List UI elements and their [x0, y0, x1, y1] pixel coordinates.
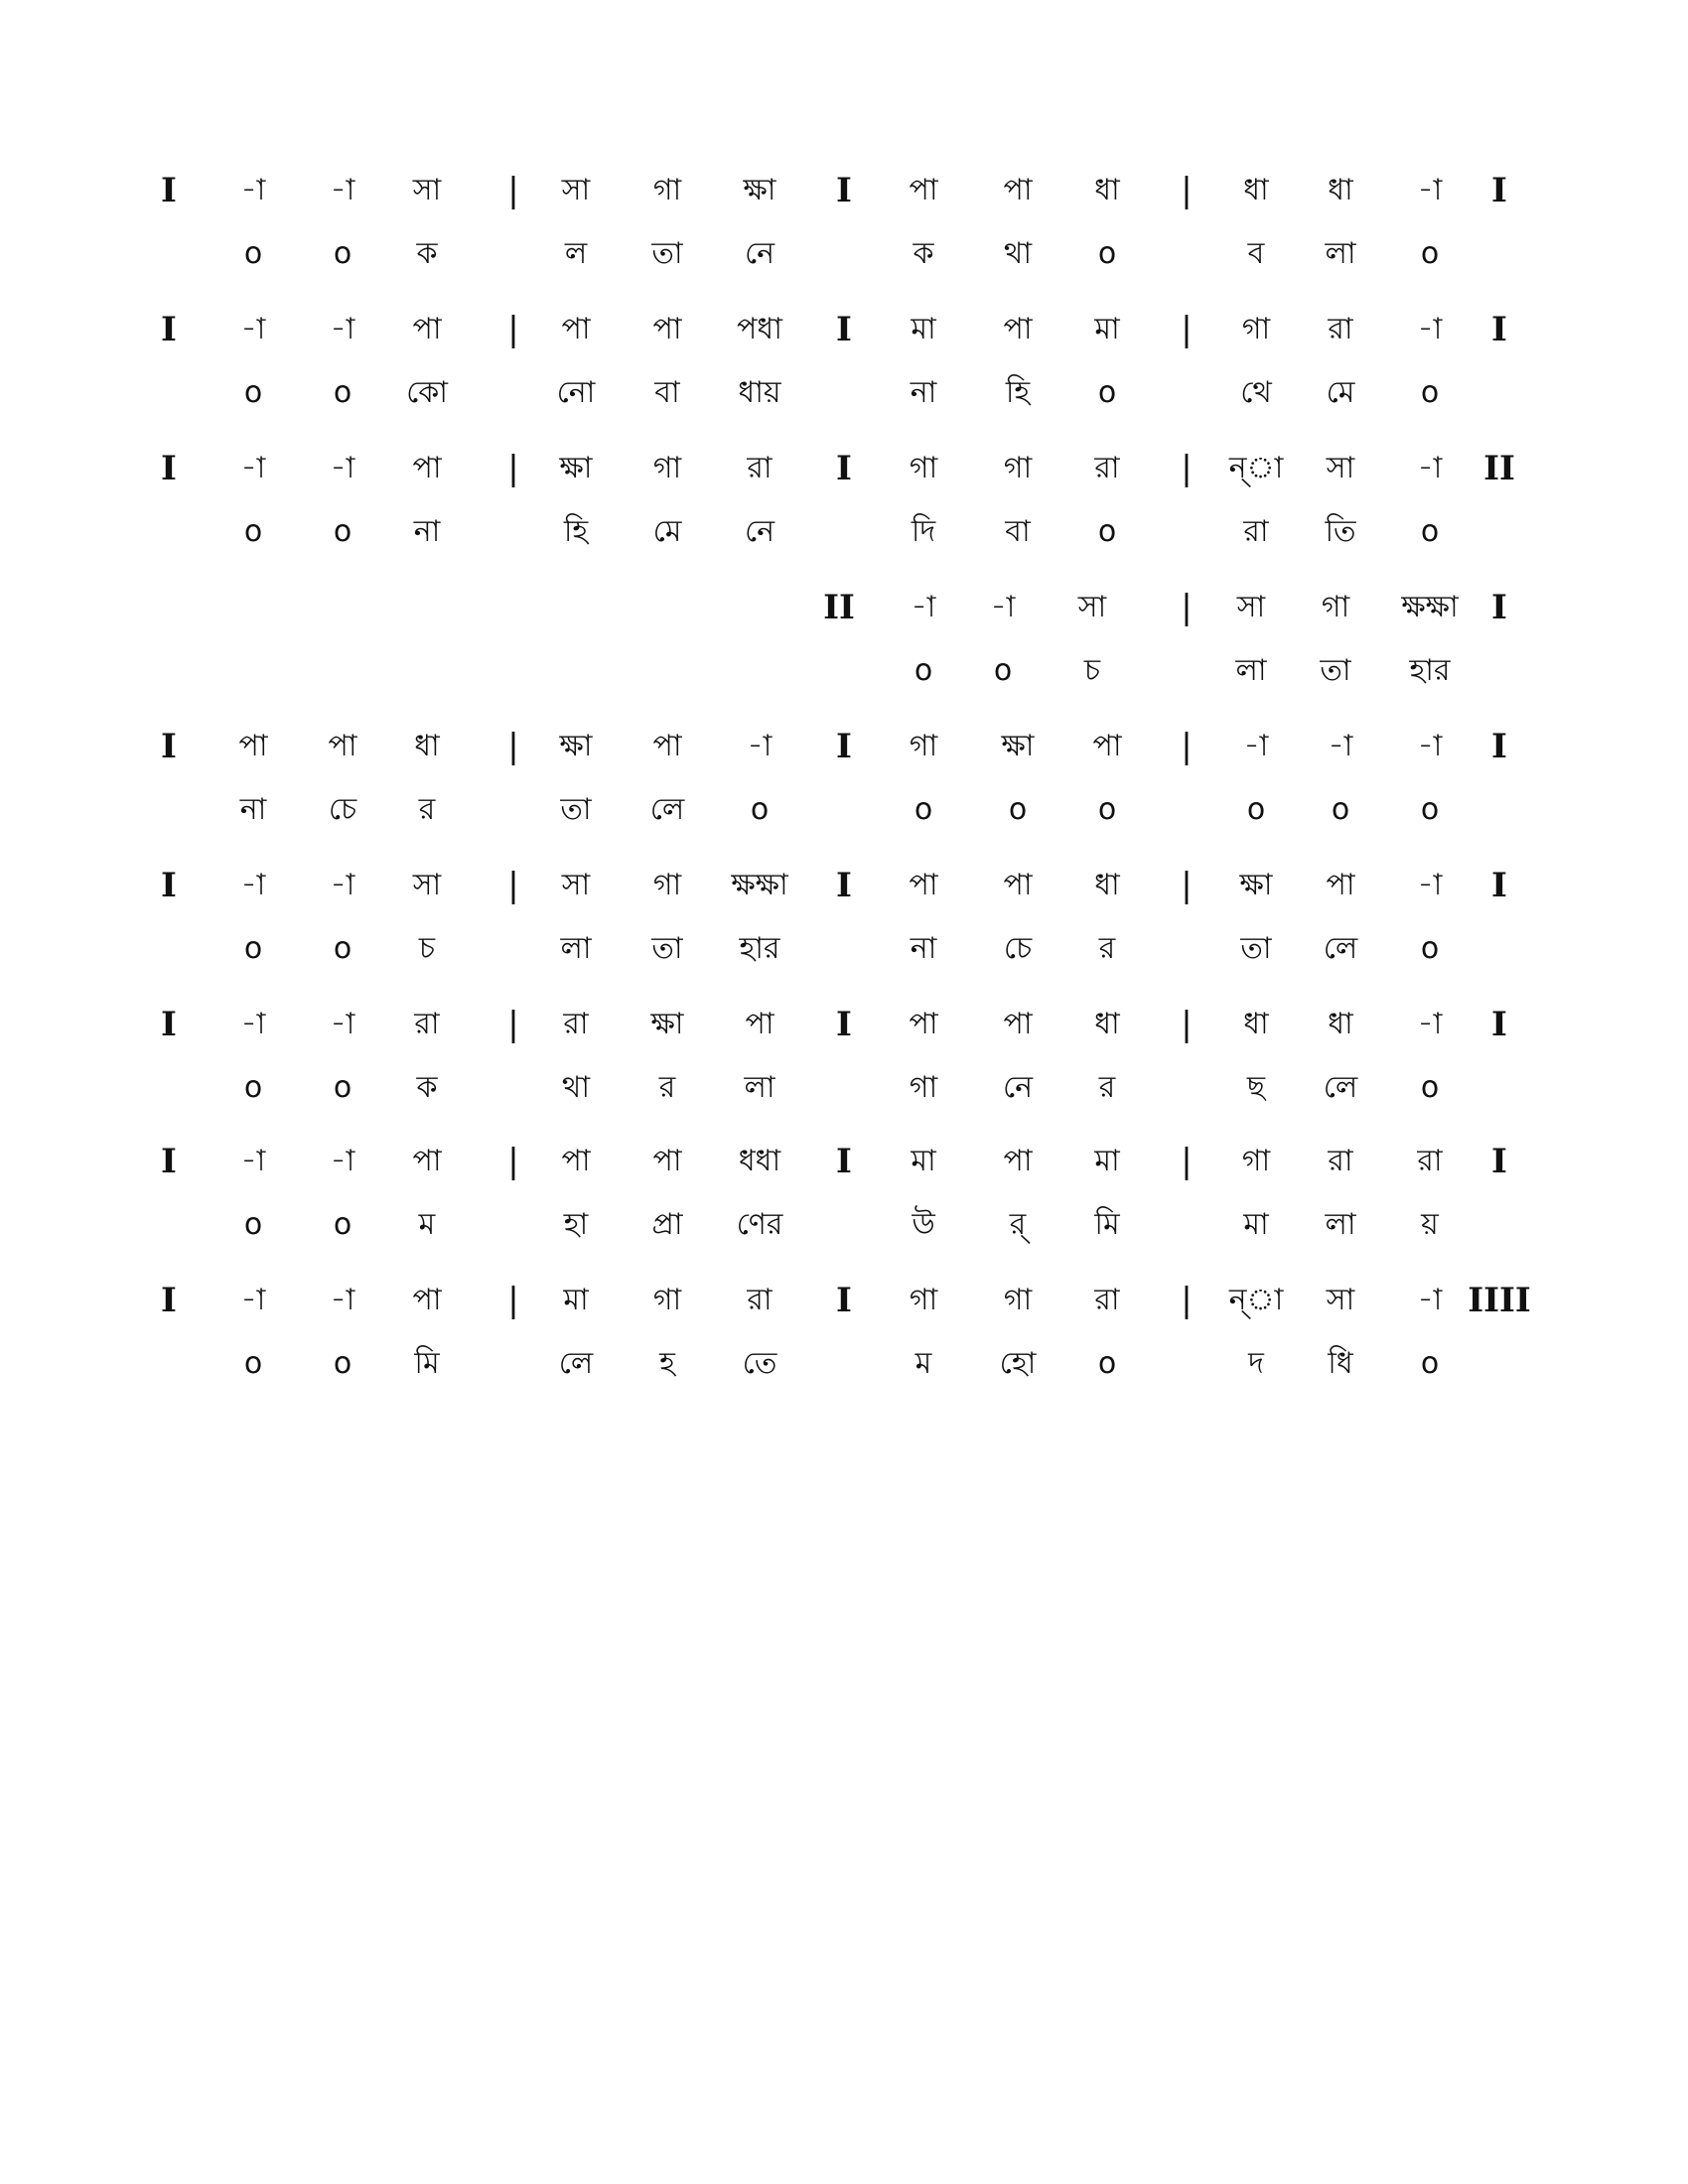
- lyric-syllable: ম: [914, 1346, 932, 1381]
- swara-note: -া: [911, 590, 936, 624]
- lyric-syllable: লে: [1323, 1070, 1358, 1105]
- lyric-syllable: ধি: [1328, 1346, 1353, 1381]
- lyric-syllable: o: [243, 1207, 263, 1242]
- lyric-syllable: ছ: [1246, 1070, 1266, 1105]
- notation-line-5: [0, 727, 1688, 856]
- notation-line-8: [0, 1142, 1688, 1271]
- swara-note: গা: [1003, 1283, 1033, 1317]
- swara-note: গা: [909, 1283, 938, 1317]
- swara-note: ন্া: [1228, 451, 1284, 485]
- lyric-syllable: র্: [1009, 1207, 1027, 1242]
- lyric-syllable: o: [333, 1070, 352, 1105]
- swara-note: পধা: [737, 312, 782, 346]
- swara-note: -া: [330, 1007, 355, 1041]
- lyric-syllable: নো: [556, 375, 596, 410]
- lyric-syllable: চে: [328, 792, 357, 827]
- lyric-syllable: রা: [1243, 514, 1269, 549]
- lyric-syllable: তা: [1320, 653, 1351, 688]
- beat-separator: |: [1181, 1005, 1193, 1044]
- bar-line: I: [161, 310, 177, 349]
- swara-note: -া: [330, 173, 355, 207]
- swara-note: -া: [1417, 729, 1443, 763]
- lyric-syllable: o: [333, 1346, 352, 1381]
- lyric-syllable: o: [243, 514, 263, 549]
- lyric-syllable: লে: [1323, 931, 1358, 966]
- lyric-syllable: থে: [1240, 375, 1272, 410]
- lyric-syllable: লা: [560, 931, 592, 966]
- swara-note: পা: [412, 451, 442, 485]
- swara-note: ক্ষা: [1239, 868, 1273, 902]
- swara-note: গা: [652, 173, 682, 207]
- swara-note: রা: [747, 451, 773, 485]
- lyric-syllable: o: [1420, 1346, 1440, 1381]
- lyric-syllable: দি: [911, 514, 936, 549]
- beat-separator: |: [507, 1142, 519, 1181]
- swara-note: ধা: [1243, 173, 1269, 207]
- lyric-syllable: o: [333, 1207, 352, 1242]
- beat-separator: |: [1181, 727, 1193, 766]
- lyric-syllable: o: [333, 236, 352, 271]
- swara-note: -া: [990, 590, 1016, 624]
- lyric-syllable: না: [239, 792, 267, 827]
- swara-note: পা: [652, 729, 682, 763]
- notation-line-6: [0, 866, 1688, 995]
- beat-separator: |: [1181, 171, 1193, 210]
- swara-note: মা: [911, 312, 936, 346]
- swara-note: ক্ষা: [650, 1007, 684, 1041]
- beat-separator: |: [507, 310, 519, 349]
- lyric-syllable: হার: [739, 931, 780, 966]
- swara-note: -া: [330, 868, 355, 902]
- lyric-syllable: o: [333, 931, 352, 966]
- bar-line: IIII: [1468, 1281, 1531, 1320]
- swara-note: -া: [1417, 868, 1443, 902]
- lyric-syllable: লা: [1325, 236, 1356, 271]
- swara-note: গা: [909, 451, 938, 485]
- swara-note: ধধা: [738, 1144, 781, 1178]
- swara-note: গা: [909, 729, 938, 763]
- lyric-syllable: থা: [561, 1070, 591, 1105]
- lyric-syllable: o: [1420, 792, 1440, 827]
- swara-note: পা: [909, 868, 938, 902]
- bar-line: I: [836, 1005, 852, 1044]
- lyric-syllable: দ: [1248, 1346, 1264, 1381]
- lyric-syllable: হি: [563, 514, 589, 549]
- swara-note: পা: [1003, 173, 1033, 207]
- swara-note: পা: [652, 1144, 682, 1178]
- bar-line: I: [836, 449, 852, 488]
- swara-note: পা: [1003, 868, 1033, 902]
- swara-note: -া: [747, 729, 773, 763]
- lyric-syllable: নে: [744, 236, 775, 271]
- lyric-syllable: নে: [1002, 1070, 1034, 1105]
- bar-line: I: [836, 171, 852, 210]
- lyric-syllable: বা: [1005, 514, 1031, 549]
- lyric-syllable: থা: [1003, 236, 1033, 271]
- bar-line: I: [836, 1281, 852, 1320]
- bar-line: II: [823, 588, 855, 627]
- swara-note: ধা: [1094, 868, 1120, 902]
- swara-note: -া: [1417, 1283, 1443, 1317]
- swara-note: -া: [1243, 729, 1269, 763]
- lyric-syllable: o: [1246, 792, 1266, 827]
- beat-separator: |: [507, 449, 519, 488]
- swara-note: রা: [1094, 451, 1120, 485]
- swara-note: পা: [328, 729, 357, 763]
- beat-separator: |: [1181, 588, 1193, 627]
- lyric-syllable: o: [914, 792, 933, 827]
- lyric-syllable: o: [1331, 792, 1350, 827]
- swara-note: গা: [1241, 312, 1271, 346]
- swara-note: মা: [1094, 312, 1120, 346]
- swara-note: পা: [1003, 1144, 1033, 1178]
- notation-line-1: [0, 171, 1688, 300]
- swara-note: -া: [330, 1283, 355, 1317]
- lyric-syllable: মে: [1326, 375, 1355, 410]
- bar-line: I: [836, 1142, 852, 1181]
- bar-line: I: [161, 866, 177, 905]
- swara-note: ক্ষা: [559, 451, 593, 485]
- swara-note: পা: [1092, 729, 1122, 763]
- swara-note: রা: [414, 1007, 440, 1041]
- swara-note: ধা: [414, 729, 440, 763]
- lyric-syllable: কো: [406, 375, 448, 410]
- swara-note: -া: [240, 173, 266, 207]
- lyric-syllable: ক: [913, 236, 934, 271]
- swara-note: পা: [1003, 1007, 1033, 1041]
- swara-note: ক্ষক্ষা: [731, 868, 788, 902]
- bar-line: I: [1491, 1142, 1507, 1181]
- lyric-syllable: তে: [742, 1346, 777, 1381]
- lyric-syllable: o: [1420, 514, 1440, 549]
- swara-note: -া: [330, 451, 355, 485]
- swara-note: পা: [909, 1007, 938, 1041]
- lyric-syllable: o: [243, 1070, 263, 1105]
- lyric-syllable: মে: [652, 514, 682, 549]
- lyric-syllable: o: [750, 792, 770, 827]
- swara-note: রা: [1328, 312, 1353, 346]
- lyric-syllable: হো: [999, 1346, 1037, 1381]
- swara-note: -া: [1417, 1007, 1443, 1041]
- bar-line: I: [836, 310, 852, 349]
- swara-note: সা: [1236, 590, 1266, 624]
- bar-line: I: [161, 727, 177, 766]
- swara-note: সা: [1326, 451, 1355, 485]
- notation-line-2: [0, 310, 1688, 439]
- swara-note: ক্ষা: [743, 173, 776, 207]
- swara-note: -া: [240, 1144, 266, 1178]
- lyric-syllable: মি: [1094, 1207, 1120, 1242]
- swara-note: পা: [412, 312, 442, 346]
- swara-note: মা: [911, 1144, 936, 1178]
- lyric-syllable: তা: [560, 792, 592, 827]
- beat-separator: |: [507, 727, 519, 766]
- lyric-syllable: o: [1420, 931, 1440, 966]
- swara-note: ধা: [1328, 1007, 1353, 1041]
- bar-line: II: [1483, 449, 1515, 488]
- beat-separator: |: [507, 866, 519, 905]
- swara-note: পা: [561, 1144, 591, 1178]
- lyric-syllable: বা: [654, 375, 680, 410]
- swara-note: -া: [330, 312, 355, 346]
- swara-note: -া: [1417, 312, 1443, 346]
- lyric-syllable: মি: [414, 1346, 440, 1381]
- bar-line: I: [161, 1281, 177, 1320]
- beat-separator: |: [507, 1005, 519, 1044]
- bar-line: I: [836, 866, 852, 905]
- swara-note: রা: [1417, 1144, 1443, 1178]
- bar-line: I: [1491, 866, 1507, 905]
- bar-line: I: [1491, 727, 1507, 766]
- lyric-syllable: তা: [1240, 931, 1272, 966]
- swara-note: সা: [1077, 590, 1107, 624]
- lyric-syllable: উ: [912, 1207, 935, 1242]
- swara-note: ক্ষা: [1001, 729, 1035, 763]
- lyric-syllable: o: [243, 375, 263, 410]
- lyric-syllable: র: [1098, 1070, 1116, 1105]
- swara-note: -া: [240, 451, 266, 485]
- lyric-syllable: লে: [558, 1346, 594, 1381]
- swara-note: পা: [909, 173, 938, 207]
- swara-note: সা: [412, 173, 442, 207]
- lyric-syllable: মা: [1243, 1207, 1269, 1242]
- lyric-syllable: চে: [1003, 931, 1033, 966]
- lyric-syllable: তি: [1325, 514, 1356, 549]
- bar-line: I: [1491, 588, 1507, 627]
- swara-note: মা: [1094, 1144, 1120, 1178]
- lyric-syllable: তা: [651, 236, 683, 271]
- swara-note: গা: [652, 451, 682, 485]
- lyric-syllable: ধায়: [738, 375, 781, 410]
- beat-separator: |: [1181, 1281, 1193, 1320]
- swara-note: সা: [561, 868, 591, 902]
- swara-note: -া: [330, 1144, 355, 1178]
- swara-note: পা: [238, 729, 268, 763]
- lyric-syllable: র: [1098, 931, 1116, 966]
- lyric-syllable: o: [1420, 236, 1440, 271]
- beat-separator: |: [1181, 310, 1193, 349]
- lyric-syllable: র: [658, 1070, 676, 1105]
- swara-note: -া: [240, 868, 266, 902]
- bar-line: I: [161, 1142, 177, 1181]
- bar-line: I: [836, 727, 852, 766]
- swara-note: -া: [240, 1283, 266, 1317]
- swara-note: রা: [747, 1283, 773, 1317]
- lyric-syllable: প্রা: [651, 1207, 683, 1242]
- lyric-syllable: o: [333, 514, 352, 549]
- beat-separator: |: [507, 171, 519, 210]
- lyric-syllable: o: [1097, 375, 1117, 410]
- beat-separator: |: [507, 1281, 519, 1320]
- lyric-syllable: তা: [651, 931, 683, 966]
- swara-note: -া: [240, 1007, 266, 1041]
- notation-line-7: [0, 1005, 1688, 1134]
- bar-line: I: [161, 449, 177, 488]
- swara-note: পা: [412, 1144, 442, 1178]
- lyric-syllable: o: [1008, 792, 1028, 827]
- bar-line: I: [1491, 310, 1507, 349]
- lyric-syllable: o: [1420, 375, 1440, 410]
- lyric-syllable: o: [1097, 236, 1117, 271]
- swara-note: -া: [240, 312, 266, 346]
- swara-note: ধা: [1243, 1007, 1269, 1041]
- swara-note: পা: [745, 1007, 774, 1041]
- swara-note: -া: [1417, 451, 1443, 485]
- swara-note: পা: [561, 312, 591, 346]
- lyric-syllable: না: [910, 931, 937, 966]
- lyric-syllable: হি: [1005, 375, 1031, 410]
- swara-note: পা: [1003, 312, 1033, 346]
- bar-line: I: [161, 171, 177, 210]
- lyric-syllable: লা: [744, 1070, 775, 1105]
- lyric-syllable: ক: [416, 1070, 438, 1105]
- lyric-syllable: ম: [418, 1207, 436, 1242]
- swara-note: সা: [561, 173, 591, 207]
- bar-line: I: [161, 1005, 177, 1044]
- lyric-syllable: o: [243, 1346, 263, 1381]
- lyric-syllable: ব: [1247, 236, 1265, 271]
- lyric-syllable: ল: [564, 236, 588, 271]
- lyric-syllable: নে: [744, 514, 775, 549]
- swara-note: মা: [563, 1283, 589, 1317]
- lyric-syllable: হা: [563, 1207, 589, 1242]
- swara-note: ন্া: [1228, 1283, 1284, 1317]
- lyric-syllable: o: [1420, 1070, 1440, 1105]
- beat-separator: |: [1181, 866, 1193, 905]
- swara-note: গা: [1003, 451, 1033, 485]
- swara-note: -া: [1417, 173, 1443, 207]
- lyric-syllable: ণের: [736, 1207, 783, 1242]
- swara-note: পা: [412, 1283, 442, 1317]
- lyric-syllable: হ: [659, 1346, 675, 1381]
- lyric-syllable: লে: [649, 792, 685, 827]
- lyric-syllable: o: [1097, 792, 1117, 827]
- swara-note: -া: [1328, 729, 1353, 763]
- swara-note: রা: [563, 1007, 589, 1041]
- swara-note: সা: [1326, 1283, 1355, 1317]
- swara-note: রা: [1094, 1283, 1120, 1317]
- swara-note: গা: [1321, 590, 1350, 624]
- notation-line-3: [0, 449, 1688, 578]
- lyric-syllable: না: [910, 375, 937, 410]
- lyric-syllable: চ: [418, 931, 436, 966]
- lyric-syllable: র: [418, 792, 436, 827]
- beat-separator: |: [1181, 449, 1193, 488]
- swara-note: পা: [1326, 868, 1355, 902]
- swara-note: পা: [652, 312, 682, 346]
- swara-note: গা: [652, 1283, 682, 1317]
- swara-note: রা: [1328, 1144, 1353, 1178]
- lyric-syllable: চ: [1083, 653, 1101, 688]
- lyric-syllable: লা: [1235, 653, 1267, 688]
- bar-line: I: [1491, 1005, 1507, 1044]
- swara-note: সা: [412, 868, 442, 902]
- lyric-syllable: o: [243, 236, 263, 271]
- lyric-syllable: o: [993, 653, 1013, 688]
- lyric-syllable: o: [1097, 514, 1117, 549]
- lyric-syllable: o: [914, 653, 933, 688]
- notation-line-4: [0, 588, 1688, 717]
- lyric-syllable: হার: [1409, 653, 1451, 688]
- swara-note: গা: [1241, 1144, 1271, 1178]
- swara-note: ধা: [1094, 173, 1120, 207]
- lyric-syllable: o: [333, 375, 352, 410]
- lyric-syllable: য়: [1421, 1207, 1439, 1242]
- lyric-syllable: না: [413, 514, 441, 549]
- swara-note: ধা: [1328, 173, 1353, 207]
- bar-line: I: [1491, 171, 1507, 210]
- lyric-syllable: গা: [909, 1070, 938, 1105]
- lyric-syllable: ক: [416, 236, 438, 271]
- beat-separator: |: [1181, 1142, 1193, 1181]
- swara-note: গা: [652, 868, 682, 902]
- lyric-syllable: লা: [1325, 1207, 1356, 1242]
- notation-line-9: [0, 1281, 1688, 1410]
- lyric-syllable: o: [243, 931, 263, 966]
- swara-note: ধা: [1094, 1007, 1120, 1041]
- lyric-syllable: o: [1097, 1346, 1117, 1381]
- swara-note: ক্ষক্ষা: [1401, 590, 1459, 624]
- swara-note: ক্ষা: [559, 729, 593, 763]
